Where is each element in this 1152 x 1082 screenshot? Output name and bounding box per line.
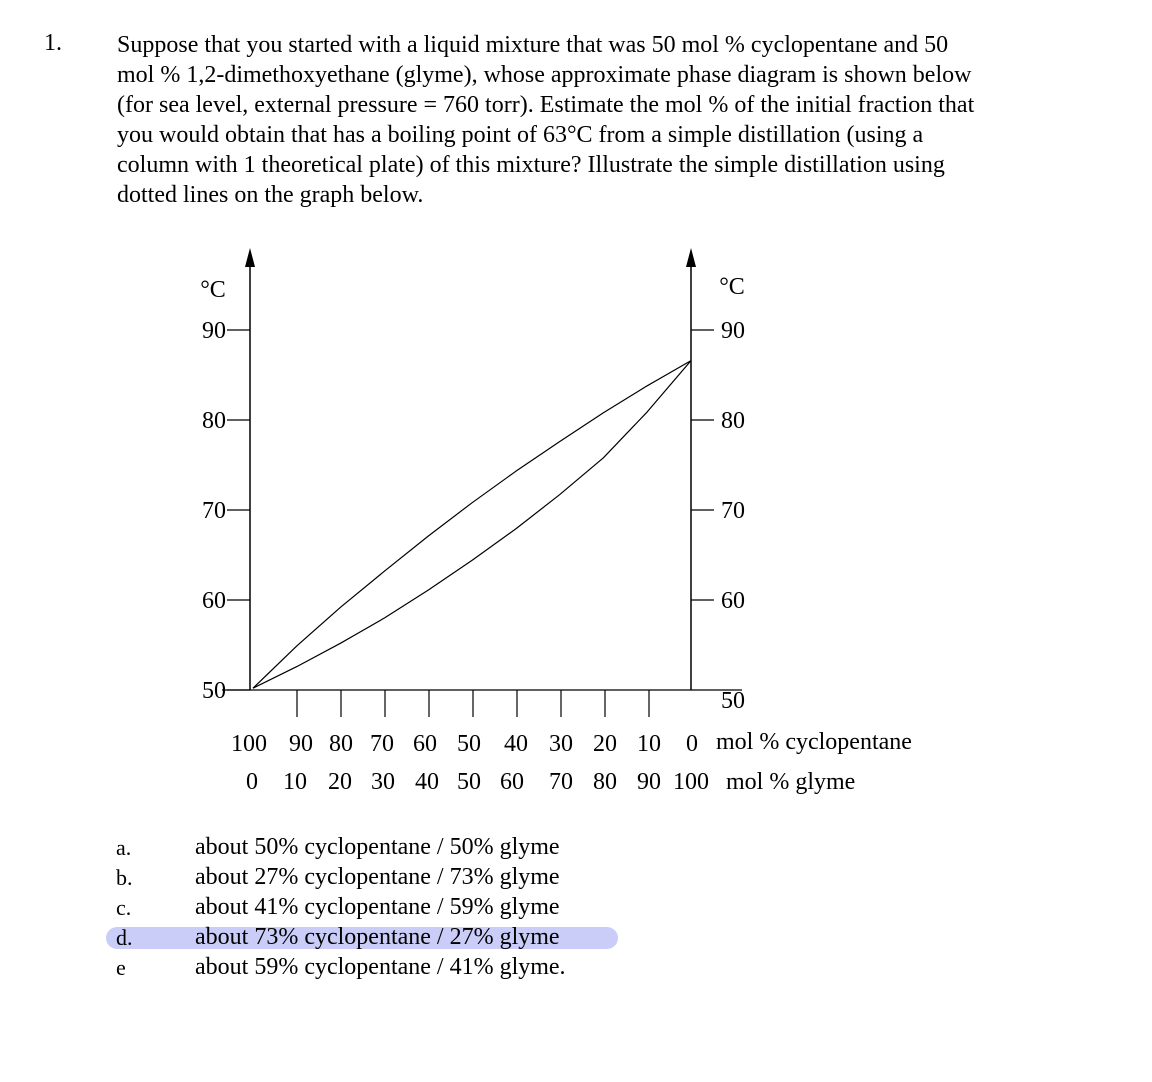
x-axis-label-glyme: mol % glyme: [726, 769, 856, 795]
choice-letter: e: [116, 955, 126, 980]
left-axis-arrow: [245, 248, 255, 267]
question-number: 1.: [44, 30, 62, 56]
y-tick-labels: [200, 274, 745, 714]
liquid-curve: [253, 361, 691, 689]
x-tick-label-cyclopentane: 30: [549, 731, 573, 757]
curves: [253, 361, 691, 689]
y-tick-label-left: 90: [202, 318, 226, 344]
y-tick-label-right: 60: [721, 588, 745, 614]
choice-b[interactable]: [106, 864, 706, 894]
choice-text: about 50% cyclopentane / 50% glyme: [195, 834, 560, 860]
question-text: Suppose that you started with a liquid mixture that was 50 mol % cyclopentane and 50 mol % 1,2-dimethoxyethane (glyme), whose approximate phase diagram is shown below (for sea level, external pressure = 760 torr). Estimate the mol % of the initial fraction that you would obtain that has a boiling point of 63°C from a simple distillation (using a column with 1 theoretical plate) of this mixture? Illustrate the simple distillation using dotted lines on the graph below.: [117, 32, 975, 208]
x-tick-label-glyme: 60: [500, 769, 524, 795]
x-tick-label-cyclopentane: 20: [593, 731, 617, 757]
choice-letter: d.: [116, 925, 133, 950]
choice-letter: c.: [116, 895, 132, 920]
choice-text: about 59% cyclopentane / 41% glyme.: [195, 954, 566, 980]
y-tick-label-left: 50: [202, 678, 226, 704]
x-tick-label-cyclopentane: 90: [289, 731, 313, 757]
y-tick-label-left: 60: [202, 588, 226, 614]
y-tick-label-right: 50: [721, 688, 745, 714]
x-tick-label-cyclopentane: 40: [504, 731, 528, 757]
vapor-curve: [253, 361, 691, 689]
x-tick-label-cyclopentane: 70: [370, 731, 394, 757]
axes: [222, 248, 742, 717]
x-tick-label-glyme: 90: [637, 769, 661, 795]
x-tick-label-glyme: 100: [673, 769, 709, 795]
x-tick-label-cyclopentane: 50: [457, 731, 481, 757]
y-tick-label-right: 70: [721, 498, 745, 524]
choice-text: about 27% cyclopentane / 73% glyme: [195, 864, 560, 890]
choice-c[interactable]: [106, 894, 706, 924]
choice-letter: b.: [116, 865, 133, 890]
y-tick-label-right: 80: [721, 408, 745, 434]
x-tick-label-cyclopentane: 100: [231, 731, 267, 757]
choice-text: about 73% cyclopentane / 27% glyme: [195, 924, 560, 950]
x-tick-label-glyme: 20: [328, 769, 352, 795]
choice-a[interactable]: [106, 834, 706, 864]
x-tick-label-glyme: 70: [549, 769, 573, 795]
choice-e[interactable]: [106, 954, 706, 984]
choice-letter: a.: [116, 835, 132, 860]
right-axis-arrow: [686, 248, 696, 267]
left-unit-label: °C: [200, 277, 226, 303]
right-unit-label: °C: [719, 274, 745, 300]
choice-text: about 41% cyclopentane / 59% glyme: [195, 894, 560, 920]
x-tick-label-cyclopentane: 80: [329, 731, 353, 757]
x-axis-label-cyclopentane: mol % cyclopentane: [716, 729, 912, 755]
x-tick-label-cyclopentane: 0: [686, 731, 698, 757]
x-tick-label-glyme: 0: [246, 769, 258, 795]
x-tick-label-glyme: 10: [283, 769, 307, 795]
x-tick-label-glyme: 50: [457, 769, 481, 795]
x-tick-labels: [231, 729, 912, 795]
x-tick-label-glyme: 40: [415, 769, 439, 795]
answer-choices: [106, 834, 706, 984]
y-tick-label-right: 90: [721, 318, 745, 344]
x-tick-label-cyclopentane: 60: [413, 731, 437, 757]
x-tick-label-glyme: 30: [371, 769, 395, 795]
choice-d[interactable]: [106, 924, 706, 954]
y-tick-label-left: 80: [202, 408, 226, 434]
y-tick-label-left: 70: [202, 498, 226, 524]
x-tick-label-glyme: 80: [593, 769, 617, 795]
x-tick-label-cyclopentane: 10: [637, 731, 661, 757]
